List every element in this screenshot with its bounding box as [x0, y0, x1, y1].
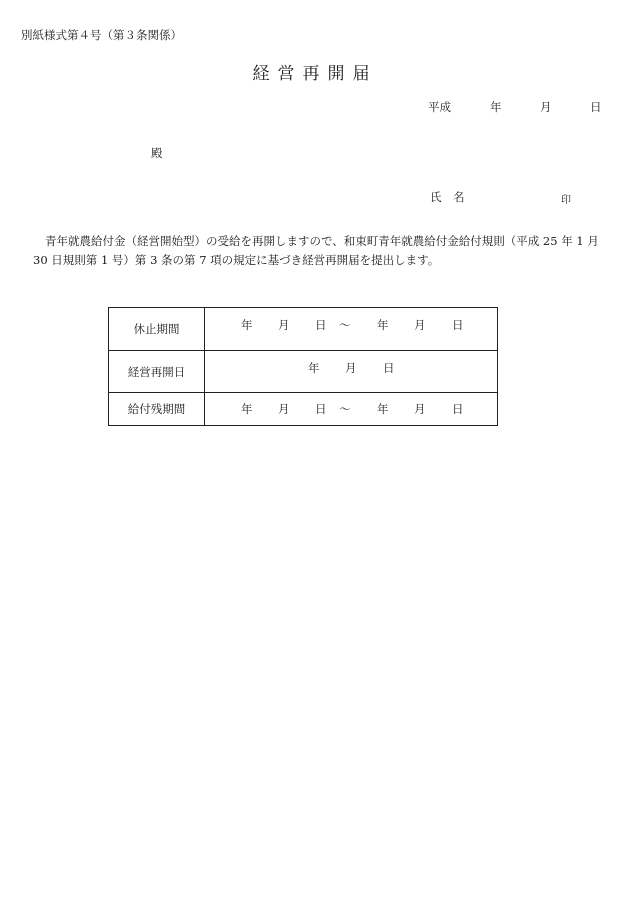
start-year-label: 年 [241, 402, 253, 416]
resume-month-label: 月 [345, 361, 357, 375]
applicant-name-label: 氏 名 [430, 190, 465, 204]
end-day-label: 日 [452, 402, 464, 416]
end-year-label: 年 [377, 318, 389, 332]
resume-day-label: 日 [383, 361, 395, 375]
remaining-period-label: 給付残期間 [109, 393, 205, 426]
date-era: 平成 [428, 100, 451, 114]
suspension-period-label: 休止期間 [109, 308, 205, 351]
end-month-label: 月 [414, 402, 426, 416]
applicant-name-row [430, 189, 580, 205]
table-row [109, 351, 498, 393]
document-title: 経営再開届 [252, 64, 378, 84]
submission-date [428, 99, 608, 115]
date-year-label: 年 [490, 100, 502, 114]
resumption-date-label: 経営再開日 [109, 351, 205, 393]
form-number: 別紙様式第４号（第３条関係） [21, 28, 182, 42]
start-month-label: 月 [278, 402, 290, 416]
start-day-label: 日 [315, 402, 327, 416]
remaining-period-field[interactable] [205, 393, 498, 426]
resumption-table [108, 307, 498, 426]
declaration-text: 青年就農給付金（経営開始型）の受給を再開しますので、和束町青年就農給付金給付規則（平成 25 年 1 月 30 日規則第 1 号）第 3 条の第 7 項の規定に基づき経営再開届を提出します。 [33, 234, 599, 267]
date-day-label: 日 [590, 100, 602, 114]
table-row [109, 308, 498, 351]
start-day-label: 日 [315, 318, 327, 332]
end-month-label: 月 [414, 318, 426, 332]
start-year-label: 年 [241, 318, 253, 332]
range-separator: ～ [339, 402, 351, 416]
end-day-label: 日 [452, 318, 464, 332]
addressee-suffix: 殿 [151, 146, 163, 160]
end-year-label: 年 [377, 402, 389, 416]
start-month-label: 月 [278, 318, 290, 332]
resumption-date-field[interactable] [205, 351, 498, 393]
date-month-label: 月 [540, 100, 552, 114]
seal-mark: 印 [561, 195, 571, 206]
resume-year-label: 年 [308, 361, 320, 375]
table-row [109, 393, 498, 426]
range-separator: ～ [339, 318, 351, 332]
suspension-period-field[interactable] [205, 308, 498, 351]
